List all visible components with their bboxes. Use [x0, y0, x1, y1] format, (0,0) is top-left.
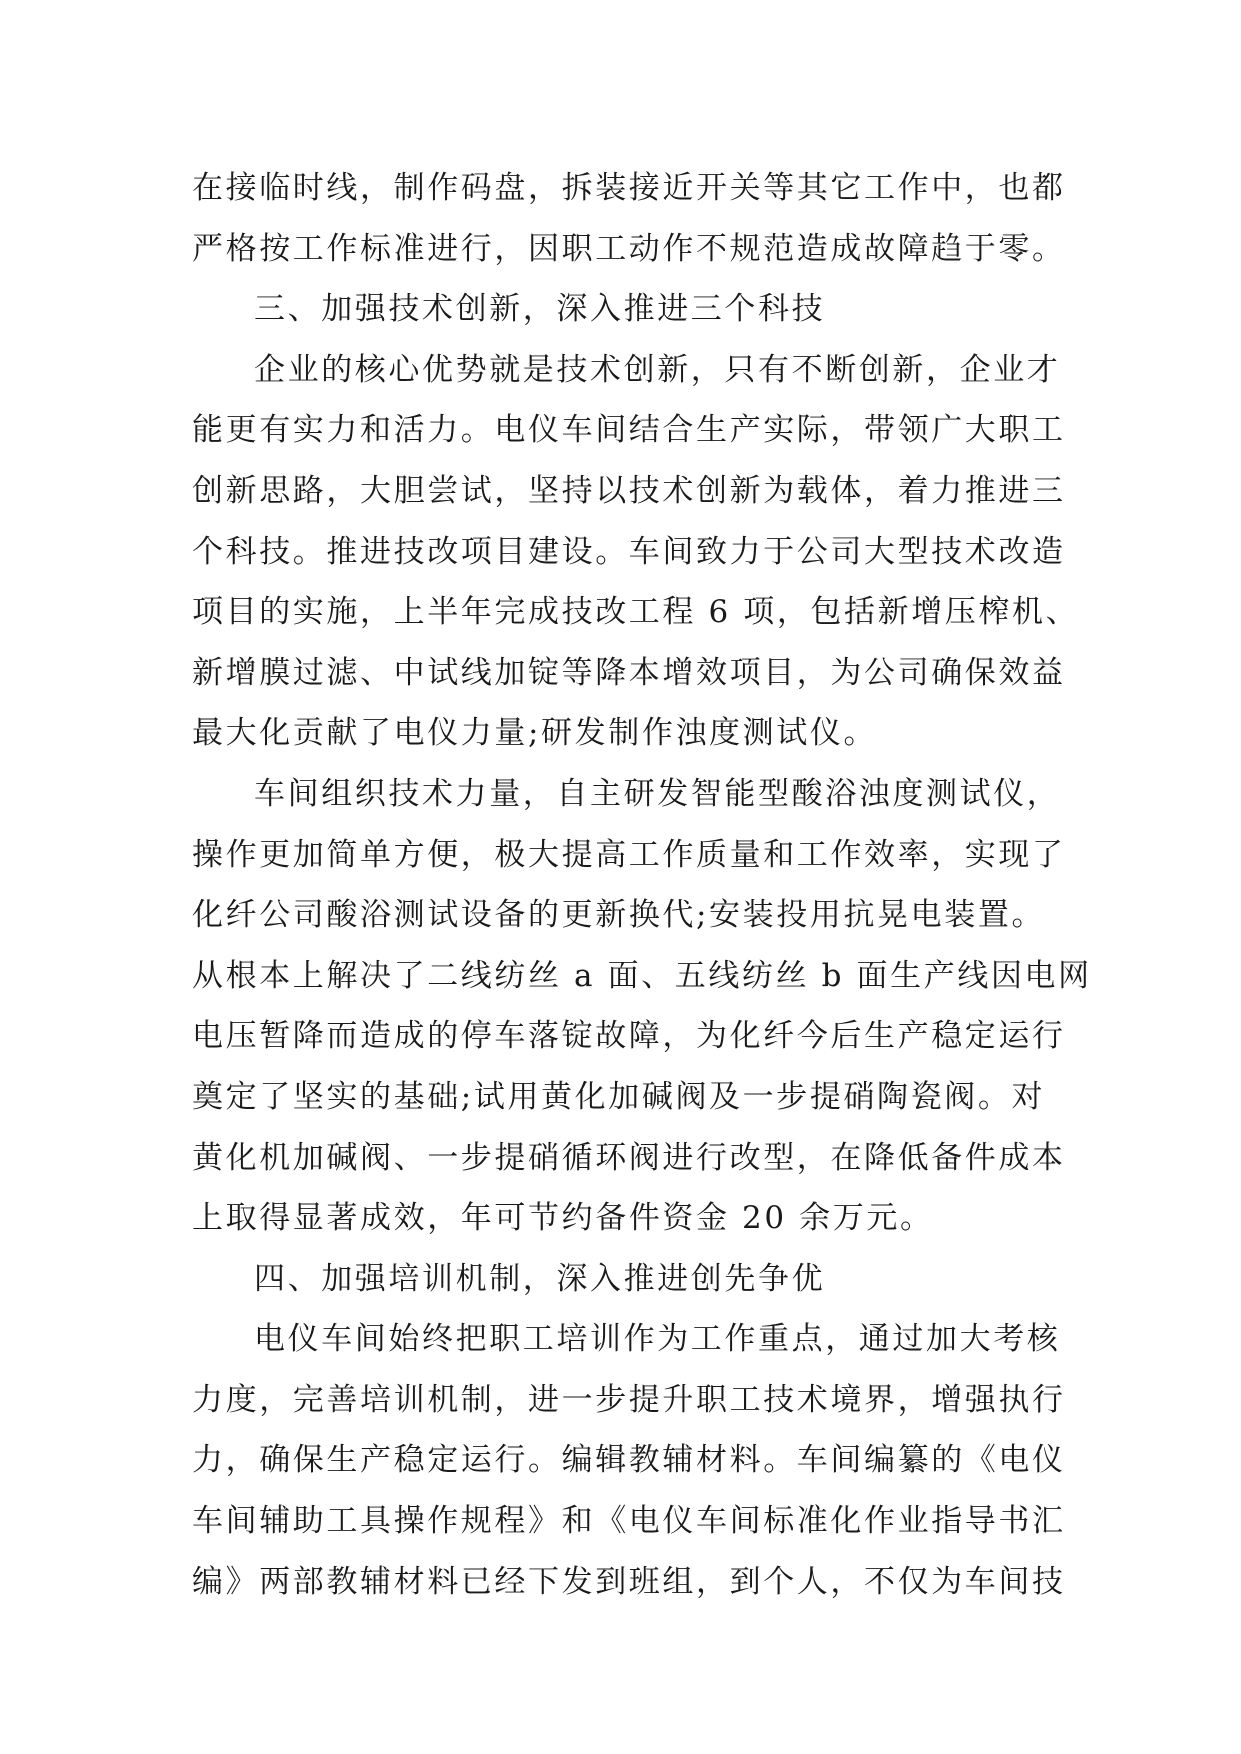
text-line: 个科技。推进技改项目建设。车间致力于公司大型技术改造 — [192, 533, 1066, 570]
text-line: 四、加强培训机制，深入推进创先争优 — [254, 1260, 826, 1297]
text-line: 项目的实施，上半年完成技改工程 6 项，包括新增压榨机、 — [192, 594, 1080, 631]
text-line: 黄化机加碱阀、一步提硝循环阀进行改型，在降低备件成本 — [192, 1139, 1066, 1176]
text-line: 在接临时线，制作码盘，拆装接近开关等其它工作中，也都 — [192, 170, 1066, 206]
text-line: 车间辅助工具操作规程》和《电仪车间标准化作业指导书汇 — [192, 1503, 1066, 1540]
body-text — [192, 158, 1092, 1612]
text-line: 奠定了坚实的基础;试用黄化加碱阀及一步提硝陶瓷阀。对 — [192, 1078, 1046, 1115]
text-line: 能更有实力和活力。电仪车间结合生产实际，带领广大职工 — [192, 412, 1066, 449]
text-line: 化纤公司酸浴测试设备的更新换代;安装投用抗晃电装置。 — [192, 897, 1046, 934]
text-line: 力，确保生产稳定运行。编辑教辅材料。车间编纂的《电仪 — [192, 1442, 1066, 1479]
text-line: 力度，完善培训机制，进一步提升职工技术境界，增强执行 — [192, 1381, 1066, 1418]
text-line: 新增膜过滤、中试线加锭等降本增效项目，为公司确保效益 — [192, 654, 1066, 691]
text-line: 企业的核心优势就是技术创新，只有不断创新，企业才 — [254, 351, 1061, 388]
text-line: 从根本上解决了二线纺丝 a 面、五线纺丝 b 面生产线因电网 — [192, 957, 1092, 994]
text-line: 电仪车间始终把职工培训作为工作重点，通过加大考核 — [254, 1321, 1061, 1358]
text-line: 车间组织技术力量，自主研发智能型酸浴浊度测试仪， — [254, 775, 1061, 812]
text-line: 三、加强技术创新，深入推进三个科技 — [254, 291, 826, 328]
text-line: 操作更加简单方便，极大提高工作质量和工作效率，实现了 — [192, 836, 1066, 873]
text-line: 电压暂降而造成的停车落锭故障，为化纤今后生产稳定运行 — [192, 1018, 1066, 1055]
text-line: 上取得显著成效，年可节约备件资金 20 余万元。 — [192, 1200, 934, 1237]
text-line: 创新思路，大胆尝试，坚持以技术创新为载体，着力推进三 — [192, 472, 1066, 509]
text-line: 严格按工作标准进行，因职工动作不规范造成故障趋于零。 — [192, 230, 1066, 267]
text-line: 编》两部教辅材料已经下发到班组，到个人，不仅为车间技 — [192, 1563, 1066, 1600]
text-line: 最大化贡献了电仪力量;研发制作浊度测试仪。 — [192, 715, 878, 752]
